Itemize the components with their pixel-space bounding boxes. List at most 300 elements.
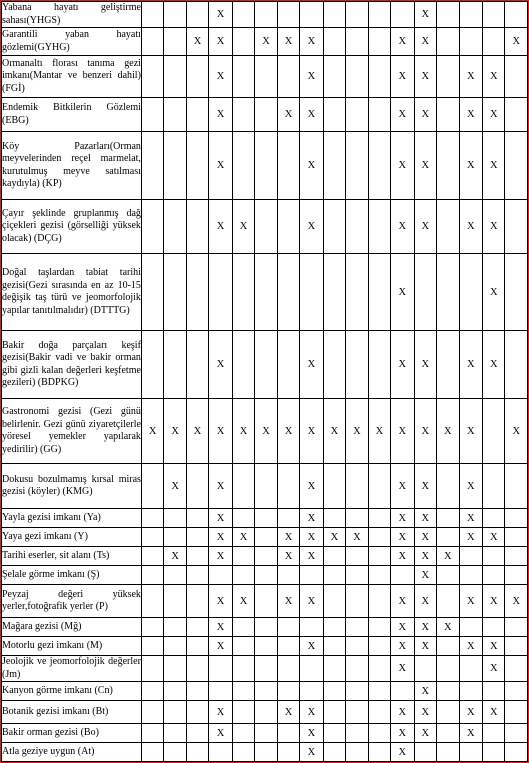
mark-cell bbox=[186, 254, 208, 331]
mark-cell bbox=[346, 618, 368, 637]
mark-cell bbox=[459, 682, 482, 701]
mark-cell: X bbox=[300, 509, 323, 528]
mark-cell bbox=[437, 528, 459, 547]
mark-cell bbox=[368, 701, 390, 724]
mark-cell bbox=[277, 464, 299, 509]
mark-cell: X bbox=[277, 399, 299, 464]
mark-cell: X bbox=[209, 464, 232, 509]
mark-cell bbox=[459, 743, 482, 762]
mark-cell bbox=[255, 618, 277, 637]
mark-cell: X bbox=[209, 618, 232, 637]
mark-cell: X bbox=[459, 701, 482, 724]
row-label: Mağara gezisi (Mğ) bbox=[2, 618, 142, 637]
mark-cell bbox=[437, 331, 459, 399]
mark-cell bbox=[459, 618, 482, 637]
row-label: Gastronomi gezisi (Gezi günü belirlenir. Gezi günü ziyaretçilerle yöresel yemekler yapılarak yedirilir) (GG) bbox=[2, 399, 142, 464]
mark-cell bbox=[323, 254, 345, 331]
mark-cell: X bbox=[483, 331, 505, 399]
mark-cell: X bbox=[300, 464, 323, 509]
mark-cell bbox=[323, 637, 345, 656]
mark-cell bbox=[164, 682, 186, 701]
mark-cell bbox=[141, 585, 163, 618]
mark-cell bbox=[164, 743, 186, 762]
mark-cell bbox=[368, 28, 390, 56]
mark-cell bbox=[141, 547, 163, 566]
mark-cell bbox=[414, 743, 436, 762]
mark-cell bbox=[368, 528, 390, 547]
mark-cell: X bbox=[459, 509, 482, 528]
row-label: Şelale görme imkanı (Ş) bbox=[2, 566, 142, 585]
mark-cell bbox=[459, 547, 482, 566]
mark-cell: X bbox=[391, 132, 414, 200]
row-label: Bakir doğa parçaları keşif gezisi(Bakir vadi ve bakir orman gibi gizli kalan değerleri keşfetme gezileri) (BDPKG) bbox=[2, 331, 142, 399]
mark-cell bbox=[141, 254, 163, 331]
table-row bbox=[2, 254, 528, 331]
mark-cell: X bbox=[277, 28, 299, 56]
mark-cell bbox=[346, 743, 368, 762]
mark-cell bbox=[232, 547, 254, 566]
mark-cell bbox=[186, 56, 208, 98]
mark-cell: X bbox=[483, 656, 505, 682]
mark-cell: X bbox=[414, 98, 436, 132]
mark-cell: X bbox=[209, 2, 232, 28]
mark-cell bbox=[346, 656, 368, 682]
mark-cell bbox=[164, 98, 186, 132]
mark-cell bbox=[437, 585, 459, 618]
mark-cell bbox=[459, 566, 482, 585]
table-row bbox=[2, 28, 528, 56]
table-row bbox=[2, 585, 528, 618]
row-label: Bakir orman gezisi (Bo) bbox=[2, 724, 142, 743]
mark-cell bbox=[346, 682, 368, 701]
mark-cell bbox=[164, 331, 186, 399]
mark-cell bbox=[323, 56, 345, 98]
mark-cell bbox=[141, 701, 163, 724]
mark-cell bbox=[483, 509, 505, 528]
mark-cell bbox=[437, 2, 459, 28]
table-row bbox=[2, 132, 528, 200]
mark-cell bbox=[164, 585, 186, 618]
mark-cell: X bbox=[391, 254, 414, 331]
row-label: Çayır şeklinde gruplanmış dağ çiçekleri gezisi (görselliği yüksek olacak) (DÇG) bbox=[2, 200, 142, 254]
mark-cell bbox=[459, 28, 482, 56]
mark-cell bbox=[300, 682, 323, 701]
mark-cell bbox=[483, 618, 505, 637]
mark-cell: X bbox=[505, 399, 528, 464]
mark-cell: X bbox=[459, 637, 482, 656]
table-row bbox=[2, 566, 528, 585]
mark-cell bbox=[346, 200, 368, 254]
mark-cell bbox=[437, 464, 459, 509]
mark-cell bbox=[164, 724, 186, 743]
mark-cell bbox=[437, 509, 459, 528]
mark-cell bbox=[323, 98, 345, 132]
mark-cell bbox=[505, 464, 528, 509]
mark-cell bbox=[232, 254, 254, 331]
mark-cell bbox=[505, 701, 528, 724]
mark-cell bbox=[186, 98, 208, 132]
mark-cell: X bbox=[483, 132, 505, 200]
mark-cell bbox=[368, 618, 390, 637]
row-label: Endemik Bitkilerin Gözlemi (EBG) bbox=[2, 98, 142, 132]
mark-cell: X bbox=[300, 547, 323, 566]
mark-cell bbox=[505, 566, 528, 585]
mark-cell bbox=[255, 98, 277, 132]
mark-cell bbox=[141, 682, 163, 701]
mark-cell: X bbox=[391, 637, 414, 656]
mark-cell: X bbox=[209, 637, 232, 656]
mark-cell: X bbox=[209, 56, 232, 98]
mark-cell bbox=[255, 682, 277, 701]
mark-cell bbox=[505, 637, 528, 656]
mark-cell: X bbox=[141, 399, 163, 464]
mark-cell: X bbox=[164, 547, 186, 566]
mark-cell bbox=[232, 724, 254, 743]
mark-cell: X bbox=[300, 132, 323, 200]
mark-cell bbox=[277, 724, 299, 743]
mark-cell bbox=[483, 547, 505, 566]
mark-cell bbox=[232, 56, 254, 98]
mark-cell bbox=[323, 682, 345, 701]
mark-cell bbox=[323, 656, 345, 682]
mark-cell bbox=[209, 566, 232, 585]
mark-cell bbox=[255, 331, 277, 399]
mark-cell bbox=[346, 132, 368, 200]
mark-cell: X bbox=[459, 132, 482, 200]
mark-cell bbox=[141, 331, 163, 399]
mark-cell bbox=[232, 2, 254, 28]
mark-cell bbox=[277, 566, 299, 585]
mark-cell bbox=[164, 618, 186, 637]
mark-cell bbox=[141, 200, 163, 254]
mark-cell bbox=[505, 656, 528, 682]
mark-cell bbox=[232, 28, 254, 56]
mark-cell: X bbox=[391, 743, 414, 762]
mark-cell bbox=[300, 254, 323, 331]
mark-cell bbox=[437, 637, 459, 656]
mark-cell bbox=[437, 56, 459, 98]
mark-cell bbox=[391, 682, 414, 701]
mark-cell bbox=[186, 618, 208, 637]
mark-cell: X bbox=[209, 28, 232, 56]
mark-cell: X bbox=[414, 28, 436, 56]
mark-cell: X bbox=[300, 701, 323, 724]
mark-cell: X bbox=[414, 682, 436, 701]
mark-cell bbox=[255, 701, 277, 724]
mark-cell: X bbox=[437, 618, 459, 637]
mark-cell bbox=[141, 637, 163, 656]
mark-cell: X bbox=[391, 509, 414, 528]
mark-cell bbox=[483, 399, 505, 464]
table-row bbox=[2, 656, 528, 682]
mark-cell bbox=[141, 98, 163, 132]
mark-cell: X bbox=[391, 56, 414, 98]
mark-cell bbox=[277, 200, 299, 254]
mark-cell bbox=[368, 637, 390, 656]
mark-cell: X bbox=[164, 399, 186, 464]
mark-cell bbox=[277, 656, 299, 682]
mark-cell bbox=[368, 56, 390, 98]
mark-cell bbox=[368, 509, 390, 528]
row-label: Yayla gezisi imkanı (Ya) bbox=[2, 509, 142, 528]
mark-cell bbox=[437, 682, 459, 701]
mark-cell bbox=[232, 509, 254, 528]
mark-cell bbox=[255, 547, 277, 566]
mark-cell bbox=[255, 743, 277, 762]
mark-cell bbox=[437, 701, 459, 724]
mark-cell: X bbox=[300, 56, 323, 98]
mark-cell: X bbox=[255, 28, 277, 56]
mark-cell bbox=[368, 464, 390, 509]
mark-cell: X bbox=[209, 701, 232, 724]
mark-cell: X bbox=[391, 724, 414, 743]
table-row bbox=[2, 200, 528, 254]
mark-cell bbox=[323, 566, 345, 585]
mark-cell bbox=[368, 254, 390, 331]
mark-cell: X bbox=[459, 200, 482, 254]
mark-cell bbox=[483, 743, 505, 762]
mark-cell bbox=[437, 743, 459, 762]
mark-cell: X bbox=[209, 331, 232, 399]
mark-cell bbox=[368, 656, 390, 682]
mark-cell: X bbox=[346, 399, 368, 464]
mark-cell bbox=[232, 566, 254, 585]
mark-cell bbox=[164, 637, 186, 656]
mark-cell bbox=[346, 56, 368, 98]
mark-cell: X bbox=[164, 464, 186, 509]
mark-cell bbox=[505, 509, 528, 528]
row-label: Peyzaj değeri yüksek yerler,fotoğrafik yerler (P) bbox=[2, 585, 142, 618]
mark-cell: X bbox=[414, 724, 436, 743]
mark-cell bbox=[368, 200, 390, 254]
mark-cell: X bbox=[483, 637, 505, 656]
mark-cell bbox=[323, 724, 345, 743]
mark-cell: X bbox=[391, 98, 414, 132]
mark-cell bbox=[300, 566, 323, 585]
mark-cell bbox=[277, 509, 299, 528]
mark-cell bbox=[346, 28, 368, 56]
mark-cell: X bbox=[483, 701, 505, 724]
mark-cell bbox=[346, 509, 368, 528]
mark-cell bbox=[255, 509, 277, 528]
mark-cell bbox=[141, 656, 163, 682]
mark-cell: X bbox=[232, 200, 254, 254]
mark-cell: X bbox=[414, 509, 436, 528]
mark-cell bbox=[505, 132, 528, 200]
row-label: Yabana hayatı geliştirme sahası(YHGS) bbox=[2, 2, 142, 28]
mark-cell: X bbox=[437, 399, 459, 464]
mark-cell bbox=[323, 585, 345, 618]
mark-cell bbox=[437, 132, 459, 200]
mark-cell bbox=[141, 2, 163, 28]
mark-cell bbox=[186, 509, 208, 528]
mark-cell bbox=[277, 618, 299, 637]
mark-cell: X bbox=[505, 28, 528, 56]
mark-cell: X bbox=[391, 331, 414, 399]
table-row bbox=[2, 464, 528, 509]
mark-cell: X bbox=[255, 399, 277, 464]
mark-cell bbox=[368, 98, 390, 132]
mark-cell bbox=[255, 724, 277, 743]
mark-cell bbox=[300, 2, 323, 28]
mark-cell: X bbox=[209, 547, 232, 566]
mark-cell: X bbox=[323, 399, 345, 464]
mark-cell: X bbox=[414, 200, 436, 254]
mark-cell: X bbox=[300, 399, 323, 464]
mark-cell bbox=[164, 656, 186, 682]
mark-cell bbox=[483, 28, 505, 56]
mark-cell: X bbox=[209, 98, 232, 132]
mark-cell bbox=[346, 566, 368, 585]
mark-cell bbox=[414, 656, 436, 682]
mark-cell: X bbox=[483, 56, 505, 98]
mark-cell bbox=[277, 637, 299, 656]
mark-cell bbox=[323, 331, 345, 399]
mark-cell: X bbox=[414, 331, 436, 399]
mark-cell bbox=[483, 566, 505, 585]
mark-cell: X bbox=[186, 399, 208, 464]
table-row bbox=[2, 724, 528, 743]
row-label: Tarihi eserler, sit alanı (Ts) bbox=[2, 547, 142, 566]
mark-cell bbox=[437, 200, 459, 254]
mark-cell: X bbox=[300, 585, 323, 618]
mark-cell: X bbox=[277, 98, 299, 132]
mark-cell bbox=[141, 28, 163, 56]
mark-cell: X bbox=[414, 2, 436, 28]
mark-cell bbox=[346, 724, 368, 743]
mark-cell bbox=[164, 132, 186, 200]
mark-cell bbox=[232, 618, 254, 637]
mark-cell bbox=[505, 682, 528, 701]
mark-cell: X bbox=[209, 132, 232, 200]
mark-cell bbox=[368, 2, 390, 28]
mark-cell bbox=[232, 331, 254, 399]
mark-cell bbox=[323, 618, 345, 637]
mark-cell: X bbox=[414, 547, 436, 566]
mark-cell bbox=[505, 331, 528, 399]
mark-cell bbox=[505, 2, 528, 28]
mark-cell bbox=[505, 547, 528, 566]
mark-cell: X bbox=[391, 656, 414, 682]
mark-cell: X bbox=[300, 200, 323, 254]
mark-cell bbox=[232, 464, 254, 509]
mark-cell bbox=[277, 743, 299, 762]
mark-cell: X bbox=[186, 28, 208, 56]
table-row bbox=[2, 743, 528, 762]
mark-cell bbox=[346, 2, 368, 28]
mark-cell: X bbox=[459, 399, 482, 464]
mark-cell bbox=[323, 464, 345, 509]
mark-cell bbox=[232, 682, 254, 701]
mark-cell bbox=[255, 637, 277, 656]
mark-cell bbox=[255, 566, 277, 585]
mark-cell: X bbox=[414, 566, 436, 585]
mark-cell bbox=[368, 682, 390, 701]
mark-cell bbox=[346, 701, 368, 724]
row-label: Motorlu gezi imkanı (M) bbox=[2, 637, 142, 656]
mark-cell: X bbox=[300, 28, 323, 56]
mark-cell bbox=[141, 528, 163, 547]
mark-cell: X bbox=[209, 724, 232, 743]
mark-cell: X bbox=[483, 585, 505, 618]
mark-cell bbox=[346, 331, 368, 399]
mark-cell bbox=[186, 682, 208, 701]
mark-cell bbox=[277, 56, 299, 98]
mark-cell bbox=[255, 56, 277, 98]
mark-cell bbox=[232, 98, 254, 132]
mark-cell bbox=[459, 2, 482, 28]
mark-cell: X bbox=[391, 200, 414, 254]
mark-cell: X bbox=[459, 98, 482, 132]
mark-cell bbox=[323, 547, 345, 566]
mark-cell: X bbox=[459, 331, 482, 399]
mark-cell bbox=[164, 28, 186, 56]
mark-cell bbox=[186, 701, 208, 724]
mark-cell bbox=[368, 743, 390, 762]
mark-cell: X bbox=[300, 743, 323, 762]
mark-cell bbox=[323, 132, 345, 200]
mark-cell bbox=[186, 331, 208, 399]
mark-cell: X bbox=[391, 618, 414, 637]
mark-cell bbox=[232, 637, 254, 656]
mark-cell: X bbox=[483, 98, 505, 132]
mark-cell: X bbox=[209, 528, 232, 547]
mark-cell bbox=[414, 254, 436, 331]
mark-cell bbox=[186, 566, 208, 585]
mark-cell bbox=[186, 743, 208, 762]
mark-cell bbox=[277, 682, 299, 701]
mark-cell: X bbox=[505, 585, 528, 618]
mark-cell bbox=[346, 585, 368, 618]
mark-cell: X bbox=[459, 528, 482, 547]
mark-cell bbox=[141, 618, 163, 637]
mark-cell bbox=[209, 656, 232, 682]
table-row bbox=[2, 618, 528, 637]
mark-cell: X bbox=[368, 399, 390, 464]
mark-cell bbox=[346, 464, 368, 509]
mark-cell bbox=[437, 566, 459, 585]
table-row bbox=[2, 331, 528, 399]
mark-cell bbox=[505, 724, 528, 743]
mark-cell bbox=[164, 528, 186, 547]
mark-cell: X bbox=[414, 528, 436, 547]
mark-cell bbox=[164, 701, 186, 724]
mark-cell bbox=[323, 28, 345, 56]
mark-cell bbox=[186, 724, 208, 743]
mark-cell bbox=[368, 566, 390, 585]
mark-cell bbox=[505, 528, 528, 547]
mark-cell: X bbox=[414, 132, 436, 200]
mark-cell: X bbox=[459, 56, 482, 98]
mark-cell bbox=[141, 724, 163, 743]
mark-cell: X bbox=[437, 547, 459, 566]
mark-cell bbox=[141, 56, 163, 98]
mark-cell: X bbox=[391, 399, 414, 464]
mark-cell bbox=[323, 509, 345, 528]
mark-cell bbox=[323, 2, 345, 28]
mark-cell: X bbox=[483, 254, 505, 331]
mark-cell bbox=[186, 200, 208, 254]
mark-cell: X bbox=[277, 528, 299, 547]
mark-cell bbox=[186, 132, 208, 200]
mark-cell bbox=[346, 254, 368, 331]
mark-cell bbox=[209, 254, 232, 331]
mark-cell bbox=[346, 98, 368, 132]
mark-cell bbox=[459, 656, 482, 682]
mark-cell: X bbox=[300, 724, 323, 743]
mark-cell bbox=[505, 200, 528, 254]
mark-cell bbox=[483, 464, 505, 509]
